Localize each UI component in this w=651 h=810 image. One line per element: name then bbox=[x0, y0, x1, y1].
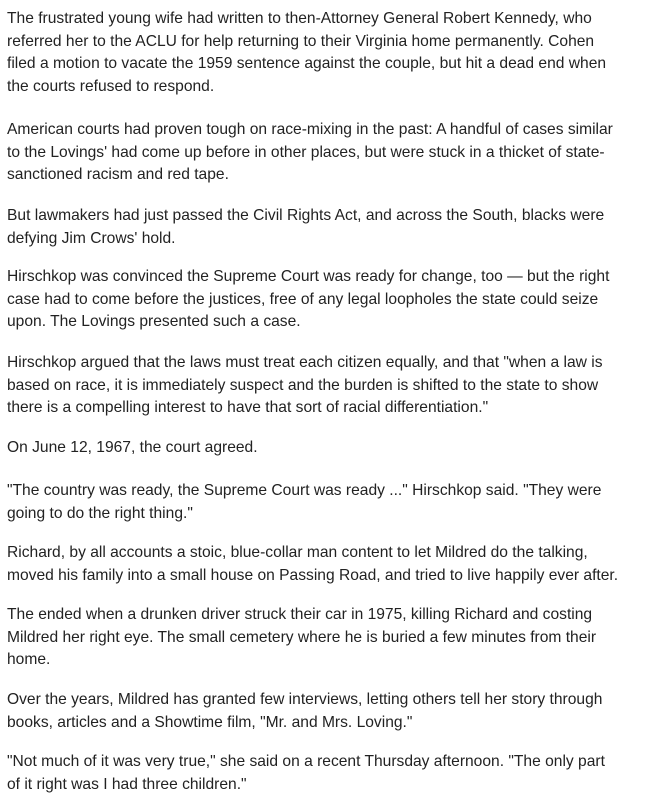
paragraph bbox=[7, 119, 613, 187]
paragraph-line: going to do the right thing." bbox=[7, 504, 193, 522]
paragraph-line: home. bbox=[7, 651, 51, 669]
paragraph-line: American courts had proven tough on race-mixing in the past: A handful of cases similar bbox=[7, 121, 613, 138]
paragraph-line: "The country was ready, the Supreme Court was ready ..." Hirschkop said. "They were bbox=[7, 482, 602, 499]
paragraph-line: sanctioned racism and red tape. bbox=[7, 166, 229, 184]
paragraph bbox=[7, 205, 604, 250]
paragraph-line: "Not much of it was very true," she said on a recent Thursday afternoon. "The only part bbox=[7, 753, 605, 770]
paragraph-line: Richard, by all accounts a stoic, blue-collar man content to let Mildred do the talking, bbox=[7, 544, 588, 561]
paragraph bbox=[7, 437, 258, 460]
paragraph-line: Hirschkop was convinced the Supreme Court was ready for change, too — but the right bbox=[7, 268, 610, 285]
paragraph-line: Over the years, Mildred has granted few interviews, letting others tell her story through bbox=[7, 691, 603, 708]
paragraph-line: of it right was I had three children." bbox=[7, 775, 247, 793]
paragraph-line: the courts refused to respond. bbox=[7, 77, 215, 95]
paragraph-line: there is a compelling interest to have that sort of racial differentiation." bbox=[7, 399, 489, 417]
paragraph-line: upon. The Lovings presented such a case. bbox=[7, 313, 301, 331]
paragraph-line: Mildred her right eye. The small cemetery where he is buried a few minutes from their bbox=[7, 628, 597, 646]
paragraph bbox=[7, 751, 605, 796]
paragraph bbox=[7, 689, 602, 734]
paragraph bbox=[7, 604, 596, 672]
paragraph-line: moved his family into a small house on Passing Road, and tried to live happily ever after. bbox=[7, 566, 619, 584]
paragraph-line: But lawmakers had just passed the Civil Rights Act, and across the South, blacks were bbox=[7, 207, 605, 224]
paragraph-line: defying Jim Crows' hold. bbox=[7, 229, 176, 247]
paragraph-line: to the Lovings' had come up before in other places, but were stuck in a thicket of state- bbox=[7, 143, 605, 161]
paragraph bbox=[7, 8, 606, 98]
paragraph-line: On June 12, 1967, the court agreed. bbox=[7, 439, 258, 456]
paragraph-line: The ended when a drunken driver struck their car in 1975, killing Richard and costing bbox=[7, 606, 593, 623]
paragraph bbox=[7, 352, 603, 420]
paragraph-line: referred her to the ACLU for help returning to their Virginia home permanently. Cohen bbox=[7, 32, 595, 50]
paragraph bbox=[7, 266, 609, 334]
paragraph-line: books, articles and a Showtime film, "Mr. and Mrs. Loving." bbox=[7, 713, 413, 731]
paragraph bbox=[7, 480, 601, 525]
paragraph-line: The frustrated young wife had written to then-Attorney General Robert Kennedy, who bbox=[7, 10, 592, 27]
paragraph-line: Hirschkop argued that the laws must treat each citizen equally, and that "when a law is bbox=[7, 354, 603, 371]
paragraph-line: filed a motion to vacate the 1959 sentence against the couple, but hit a dead end when bbox=[7, 55, 607, 73]
paragraph bbox=[7, 542, 618, 587]
paragraph-line: case had to come before the justices, free of any legal loopholes the state could seize bbox=[7, 290, 599, 308]
paragraph-line: based on race, it is immediately suspect and the burden is shifted to the state to show bbox=[7, 376, 599, 394]
